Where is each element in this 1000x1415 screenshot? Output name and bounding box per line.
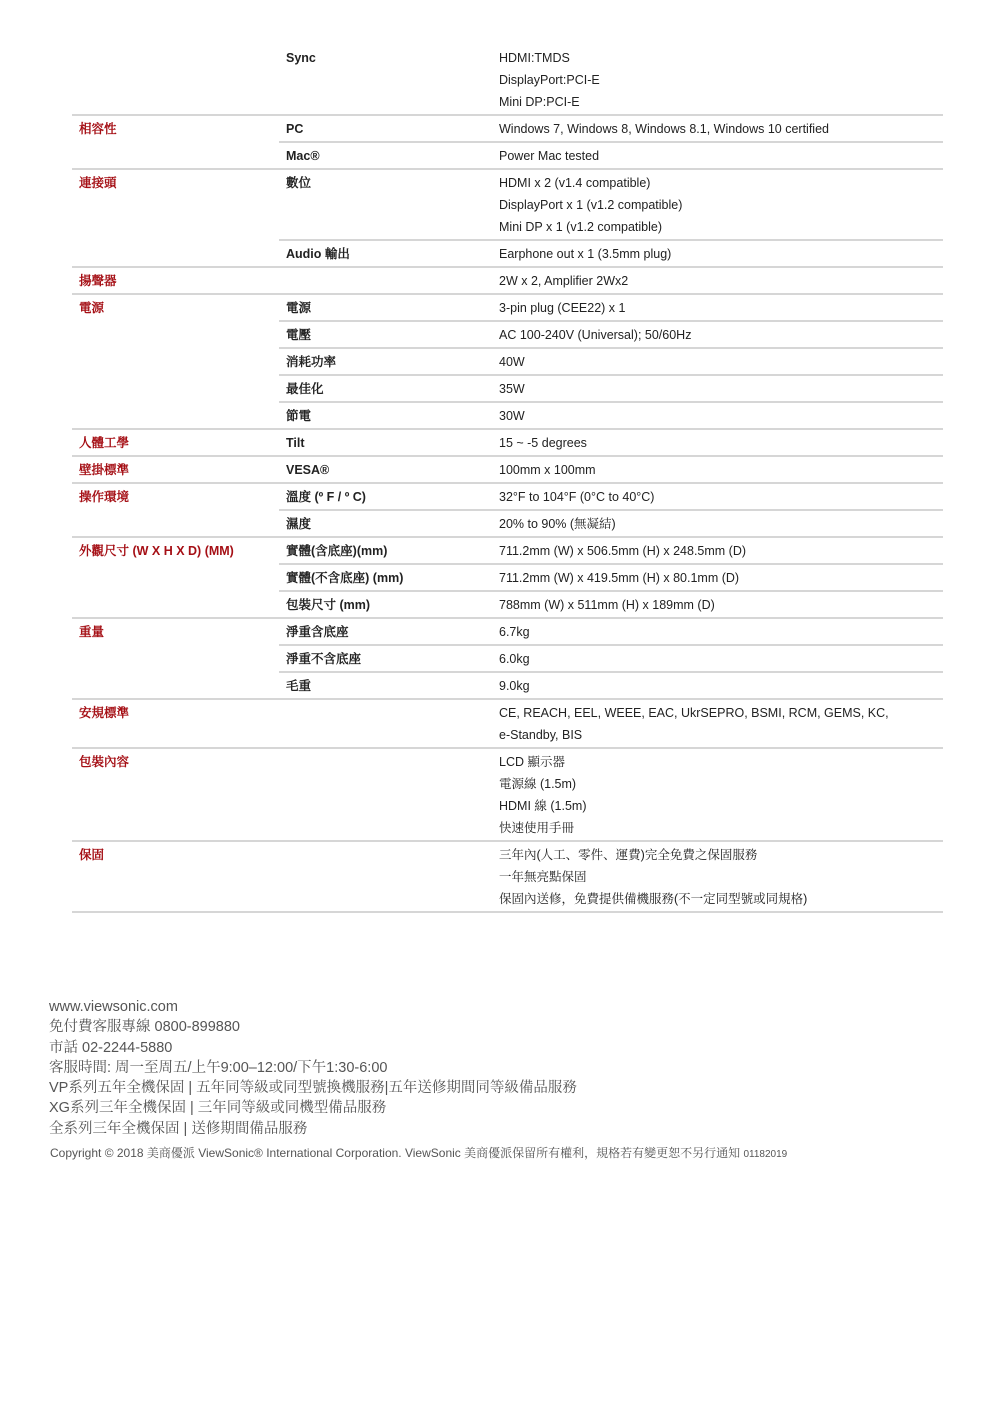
spec-row xyxy=(279,538,943,563)
spec-value-line: 32°F to 104°F (0°C to 40°C) xyxy=(499,490,655,504)
spec-rows xyxy=(279,430,943,455)
spec-rows xyxy=(279,700,943,747)
spec-category: 揚聲器 xyxy=(79,274,117,288)
spec-row xyxy=(279,671,943,698)
spec-category: 連接頭 xyxy=(79,176,117,190)
spec-label xyxy=(279,842,499,911)
spec-rows xyxy=(279,538,943,617)
spec-value xyxy=(499,538,943,563)
spec-value xyxy=(499,842,943,911)
spec-value-line: 35W xyxy=(499,382,525,396)
spec-value xyxy=(499,376,943,401)
spec-label: 最佳化 xyxy=(286,382,324,396)
spec-value xyxy=(499,143,943,168)
spec-value-line: 2W x 2, Amplifier 2Wx2 xyxy=(499,274,629,288)
spec-row xyxy=(279,430,943,455)
spec-group xyxy=(72,170,943,268)
spec-value xyxy=(499,592,943,617)
spec-value xyxy=(499,430,943,455)
spec-value-line: Power Mac tested xyxy=(499,149,600,163)
spec-value-line: 保固內送修，免費提供備機服務(不一定同型號或同規格) xyxy=(499,892,808,906)
spec-value xyxy=(499,241,943,266)
footer-contact xyxy=(49,997,949,1139)
spec-category: 包裝內容 xyxy=(79,755,130,769)
spec-label: 數位 xyxy=(286,176,312,190)
spec-value-line: 30W xyxy=(499,409,525,423)
spec-group xyxy=(72,749,943,842)
spec-row xyxy=(279,484,943,509)
spec-value-line: 三年內(人工、零件、運費)完全免費之保固服務 xyxy=(499,848,758,862)
spec-value xyxy=(499,116,943,141)
spec-value-line: Windows 7, Windows 8, Windows 8.1, Windows 10 certified xyxy=(499,122,829,136)
spec-category: 安規標準 xyxy=(79,706,130,720)
spec-label: 電壓 xyxy=(286,328,312,342)
spec-value-line: HDMI:TMDS xyxy=(499,51,570,65)
spec-label: 濕度 xyxy=(286,517,312,531)
spec-category xyxy=(72,45,279,114)
spec-label: Audio 輸出 xyxy=(286,247,350,261)
spec-row xyxy=(279,590,943,617)
spec-row xyxy=(279,239,943,266)
spec-category: 操作環境 xyxy=(79,490,130,504)
all-series-warranty-note: 全系列三年全機保固 | 送修期間備品服務 xyxy=(49,1120,308,1137)
spec-label: 淨重不含底座 xyxy=(286,652,362,666)
spec-value-line: 711.2mm (W) x 419.5mm (H) x 80.1mm (D) xyxy=(499,571,740,585)
spec-group xyxy=(72,295,943,430)
local-phone: 市話 02-2244-5880 xyxy=(49,1039,173,1056)
spec-row xyxy=(279,295,943,320)
spec-row xyxy=(279,170,943,239)
service-hours: 客服時間: 周一至周五/上午9:00–12:00/下午1:30-6:00 xyxy=(49,1059,388,1076)
spec-label xyxy=(279,700,499,747)
spec-value-line: 788mm (W) x 511mm (H) x 189mm (D) xyxy=(499,598,715,612)
spec-group xyxy=(72,457,943,484)
spec-value-line: 電源線 (1.5m) xyxy=(499,777,577,791)
spec-value-line: HDMI x 2 (v1.4 compatible) xyxy=(499,176,651,190)
spec-value-line: DisplayPort x 1 (v1.2 compatible) xyxy=(499,198,683,212)
spec-group xyxy=(72,268,943,295)
spec-label: 包裝尺寸 (mm) xyxy=(286,598,371,612)
spec-row xyxy=(279,45,943,114)
spec-table xyxy=(72,45,943,913)
spec-value-line: 15 ~ -5 degrees xyxy=(499,436,587,450)
spec-label: 溫度 (º F / º C) xyxy=(286,490,366,504)
spec-value xyxy=(499,700,943,747)
spec-value-line: 40W xyxy=(499,355,525,369)
spec-rows xyxy=(279,749,943,840)
spec-category: 相容性 xyxy=(79,122,117,136)
spec-value-line: 6.0kg xyxy=(499,652,530,666)
spec-value-line: Mini DP:PCI-E xyxy=(499,95,580,109)
spec-label: 消耗功率 xyxy=(286,355,337,369)
spec-rows xyxy=(279,268,943,293)
spec-value xyxy=(499,619,943,644)
spec-row xyxy=(279,141,943,168)
spec-category: 重量 xyxy=(79,625,105,639)
spec-category: 保固 xyxy=(79,848,105,862)
spec-value xyxy=(499,349,943,374)
spec-value-line: Earphone out x 1 (3.5mm plug) xyxy=(499,247,672,261)
spec-value xyxy=(499,749,943,840)
spec-value-line: Mini DP x 1 (v1.2 compatible) xyxy=(499,220,663,234)
vp-warranty-note: VP系列五年全機保固 | 五年同等級或同型號換機服務|五年送修期間同等級備品服務 xyxy=(49,1080,577,1097)
spec-value-line: 100mm x 100mm xyxy=(499,463,596,477)
spec-label: 實體(含底座)(mm) xyxy=(286,544,388,558)
spec-rows xyxy=(279,295,943,428)
spec-value-line: 711.2mm (W) x 506.5mm (H) x 248.5mm (D) xyxy=(499,544,747,558)
spec-category: 電源 xyxy=(79,301,105,315)
spec-value-line: HDMI 線 (1.5m) xyxy=(499,799,587,813)
spec-row xyxy=(279,268,943,293)
spec-row xyxy=(279,842,943,911)
spec-row xyxy=(279,619,943,644)
spec-label: 實體(不含底座) (mm) xyxy=(286,571,404,585)
spec-label: 淨重含底座 xyxy=(286,625,349,639)
spec-row xyxy=(279,644,943,671)
spec-rows xyxy=(279,457,943,482)
spec-category: 人體工學 xyxy=(79,436,130,450)
spec-rows xyxy=(279,619,943,698)
copyright-text: Copyright © 2018 美商優派 ViewSonic® International Corporation. ViewSonic 美商優派保留所有權利，規格若有變更恕不另行通知 xyxy=(50,1146,741,1160)
xg-warranty-note: XG系列三年全機保固 | 三年同等級或同機型備品服務 xyxy=(49,1100,387,1117)
spec-label: 電源 xyxy=(286,301,312,315)
spec-label: 節電 xyxy=(286,409,312,423)
spec-label: VESA® xyxy=(286,463,330,477)
spec-row xyxy=(279,563,943,590)
spec-value-line: 20% to 90% (無凝結) xyxy=(499,517,616,531)
spec-value-line: DisplayPort:PCI-E xyxy=(499,73,600,87)
spec-value-line: 3-pin plug (CEE22) x 1 xyxy=(499,301,626,315)
spec-label: Sync xyxy=(286,51,316,65)
spec-value xyxy=(499,484,943,509)
spec-row xyxy=(279,457,943,482)
spec-value-line: LCD 顯示器 xyxy=(499,755,565,769)
spec-value xyxy=(499,295,943,320)
spec-value xyxy=(499,646,943,671)
spec-rows xyxy=(279,45,943,114)
spec-label: Tilt xyxy=(286,436,305,450)
spec-value xyxy=(499,511,943,536)
copyright-notice xyxy=(50,1144,787,1161)
spec-value xyxy=(499,268,943,293)
spec-rows xyxy=(279,170,943,266)
spec-group xyxy=(72,538,943,619)
spec-row xyxy=(279,401,943,428)
spec-value-line: 9.0kg xyxy=(499,679,530,693)
spec-value-line: 一年無亮點保固 xyxy=(499,870,587,884)
spec-row xyxy=(279,320,943,347)
spec-value-line: AC 100-240V (Universal); 50/60Hz xyxy=(499,328,692,342)
spec-value-line: 快速使用手冊 xyxy=(499,821,575,835)
spec-row xyxy=(279,374,943,401)
spec-label: Mac® xyxy=(286,149,320,163)
spec-rows xyxy=(279,842,943,911)
website-link[interactable]: www.viewsonic.com xyxy=(49,999,178,1015)
spec-value xyxy=(499,673,943,698)
spec-value xyxy=(499,45,943,114)
spec-label xyxy=(279,749,499,840)
spec-group xyxy=(72,430,943,457)
spec-row xyxy=(279,509,943,536)
spec-value xyxy=(499,565,943,590)
spec-group xyxy=(72,842,943,913)
spec-value xyxy=(499,403,943,428)
toll-free-hotline: 免付費客服專線 0800-899880 xyxy=(49,1019,240,1036)
spec-label: 毛重 xyxy=(286,679,312,693)
spec-group xyxy=(72,619,943,700)
spec-value xyxy=(499,322,943,347)
spec-group xyxy=(72,700,943,749)
spec-value-line: 6.7kg xyxy=(499,625,530,639)
spec-value xyxy=(499,457,943,482)
spec-rows xyxy=(279,484,943,536)
spec-group xyxy=(72,45,943,116)
spec-category: 壁掛標準 xyxy=(79,463,130,477)
spec-label xyxy=(279,268,499,293)
spec-group xyxy=(72,116,943,170)
document-code: 01182019 xyxy=(743,1149,788,1160)
spec-group xyxy=(72,484,943,538)
spec-value-line: e-Standby, BIS xyxy=(499,728,583,742)
spec-row xyxy=(279,749,943,840)
spec-row xyxy=(279,116,943,141)
spec-value xyxy=(499,170,943,239)
spec-value-line: CE, REACH, EEL, WEEE, EAC, UkrSEPRO, BSMI, RCM, GEMS, KC, xyxy=(499,706,889,720)
spec-row xyxy=(279,700,943,747)
spec-rows xyxy=(279,116,943,168)
spec-row xyxy=(279,347,943,374)
spec-label: PC xyxy=(286,122,304,136)
spec-category: 外觀尺寸 (W X H X D) (MM) xyxy=(79,544,234,558)
